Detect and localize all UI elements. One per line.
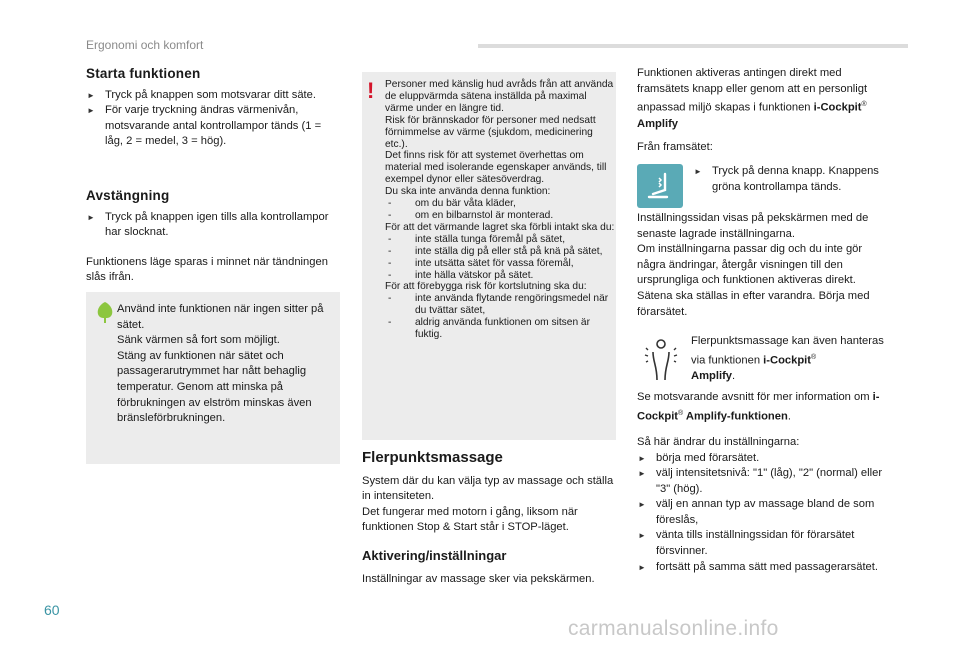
massage-via-text: Flerpunktsmassage kan även hanteras via funktionen bbox=[691, 335, 884, 367]
section-header: Ergonomi och komfort bbox=[86, 38, 204, 52]
warning-line: - inte ställa tunga föremål på sätet, bbox=[385, 234, 615, 246]
change-settings bbox=[637, 390, 893, 575]
change-bullet-1: ► börja med förarsätet. bbox=[637, 451, 893, 467]
icockpit-label-3: i-Cockpit bbox=[637, 391, 880, 423]
seat-massage-button-icon bbox=[637, 164, 683, 208]
heading-activation: Aktivering/inställningar bbox=[362, 547, 507, 563]
settings-text bbox=[637, 211, 893, 320]
massage-person-icon bbox=[640, 338, 682, 382]
column-left bbox=[86, 66, 341, 286]
warning-line: Personer med känslig hud avråds från att använda de eluppvärmda sätena inställda på maximal värme under en längre tid. bbox=[385, 79, 614, 114]
warning-line: - inte utsätta sätet för vassa föremål, bbox=[385, 258, 615, 270]
reg-mark-3: ® bbox=[678, 409, 684, 417]
heading-off: Avstängning bbox=[86, 187, 170, 203]
eco-note-text: Använd inte funktionen när ingen sitter på sätet. Sänk värmen så fort som möjligt. Stäng av funktionen när sätet och passagerarutrymmet har nått behaglig temperatur. Genom att minska på förbrukningen av elström minskas även bränsleförbrukningen. bbox=[117, 303, 324, 425]
heading-massage: Flerpunktsmassage bbox=[362, 449, 503, 466]
from-front-seat: Från framsätet: bbox=[637, 141, 713, 154]
reg-mark: ® bbox=[861, 101, 867, 109]
amplify-label-2: Amplify bbox=[691, 369, 733, 382]
massage-section bbox=[362, 450, 616, 587]
icockpit-label-2: i-Cockpit bbox=[763, 354, 812, 367]
eco-note-box bbox=[86, 292, 340, 464]
reg-mark-2: ® bbox=[811, 353, 817, 361]
amplify-label: Amplify bbox=[637, 117, 679, 130]
eco-leaf-icon bbox=[94, 300, 116, 324]
change-bullet-5: ► fortsätt på samma sätt med passagerarsätet. bbox=[637, 560, 893, 576]
massage-p2: Det fungerar med motorn i gång, liksom när funktionen Stop & Start står i STOP-läget. bbox=[362, 505, 578, 534]
warning-line: För att det värmande lagret ska förbli intakt ska du: bbox=[385, 221, 615, 233]
warning-box bbox=[362, 72, 616, 440]
warning-line: Det finns risk för att systemet överhettas om material med isolerande egenskaper används, till exempel dynor eller sätesöverdrag. bbox=[385, 150, 607, 186]
warning-icon: ! bbox=[367, 78, 375, 103]
press-button-bullet: ► Tryck på denna knapp. Knappens gröna kontrollampa tänds. bbox=[693, 164, 902, 195]
icockpit-label: i-Cockpit bbox=[813, 101, 862, 114]
page-number: 60 bbox=[44, 602, 60, 618]
change-bullet-3: ► välj en annan typ av massage bland de som föreslås, bbox=[637, 497, 893, 528]
bullet-start-2: ► För varje tryckning ändras värmenivån, motsvarande antal kontrollampor tänds (1 = låg, 2 = medel, 3 = hög). bbox=[86, 103, 341, 150]
settings-p3: Inställningssidan visas på pekskärmen med de senaste lagrade inställningarna. bbox=[637, 212, 869, 240]
massage-p1: System där du kan välja typ av massage och ställa in intensiteten. bbox=[362, 474, 614, 503]
bullet-start-1: ► Tryck på knappen som motsvarar ditt säte. bbox=[86, 88, 341, 104]
change-bullet-2: ► välj intensitetsnivå: "1" (låg), "2" (normal) eller "3" (hög). bbox=[637, 466, 893, 497]
activation-intro bbox=[637, 66, 893, 132]
massage-via-icockpit: Flerpunktsmassage kan även hanteras via funktionen i-Cockpit® Amplify. bbox=[691, 335, 884, 382]
header-rule bbox=[478, 44, 908, 48]
bullet-off-1: ► Tryck på knappen igen tills alla kontrollampor har slocknat. bbox=[86, 210, 341, 241]
warning-line: - aldrig använda funktionen om sitsen är fuktig. bbox=[385, 317, 615, 341]
settings-p4: Om inställningarna passar dig och du inte gör några ändringar, återgår visningen till den ursprungliga och funktionen aktiveras direkt. bbox=[637, 243, 863, 287]
amplify-func-label: Amplify-funktionen bbox=[683, 410, 788, 423]
how-to-change: Så här ändrar du inställningarna: bbox=[637, 435, 800, 448]
change-bullet-4: ► vänta tills inställningssidan för förarsätet försvinner. bbox=[637, 528, 893, 559]
heading-start: Starta funktionen bbox=[86, 66, 201, 81]
see-more-paragraph: Se motsvarande avsnitt för mer information om i-Cockpit® Amplify-funktionen. bbox=[637, 391, 880, 423]
warning-line: Du ska inte använda denna funktion: bbox=[385, 186, 551, 198]
warning-text bbox=[385, 79, 615, 341]
warning-line: - inte ställa dig på eller stå på knä på sätet, bbox=[385, 246, 615, 258]
see-more-text: Se motsvarande avsnitt för mer information om bbox=[637, 391, 873, 403]
column-right bbox=[637, 66, 893, 156]
activation-intro-text: Funktionen aktiveras antingen direkt med framsätets knapp eller genom att en personligt anpassad miljö skapas i funktionen bbox=[637, 67, 868, 114]
watermark: carmanualsonline.info bbox=[568, 617, 779, 640]
settings-p5: Sätena ska ställas in efter varandra. Börja med förarsätet. bbox=[637, 289, 870, 318]
warning-line: - inte använda flytande rengöringsmedel när du tvättar sätet, bbox=[385, 293, 615, 317]
warning-line: - om du bär våta kläder, bbox=[385, 198, 615, 210]
activation-p: Inställningar av massage sker via pekskärmen. bbox=[362, 572, 595, 585]
warning-line: Risk för brännskador för personer med nedsatt förnimmelse av värme (sjukdom, medicinering etc.). bbox=[385, 114, 596, 150]
warning-line: - inte hälla vätskor på sätet. bbox=[385, 270, 615, 282]
warning-line: För att förebygga risk för kortslutning ska du: bbox=[385, 281, 587, 293]
warning-line: - om en bilbarnstol är monterad. bbox=[385, 210, 615, 222]
memory-paragraph: Funktionens läge sparas i minnet när tändningen slås ifrån. bbox=[86, 255, 328, 284]
